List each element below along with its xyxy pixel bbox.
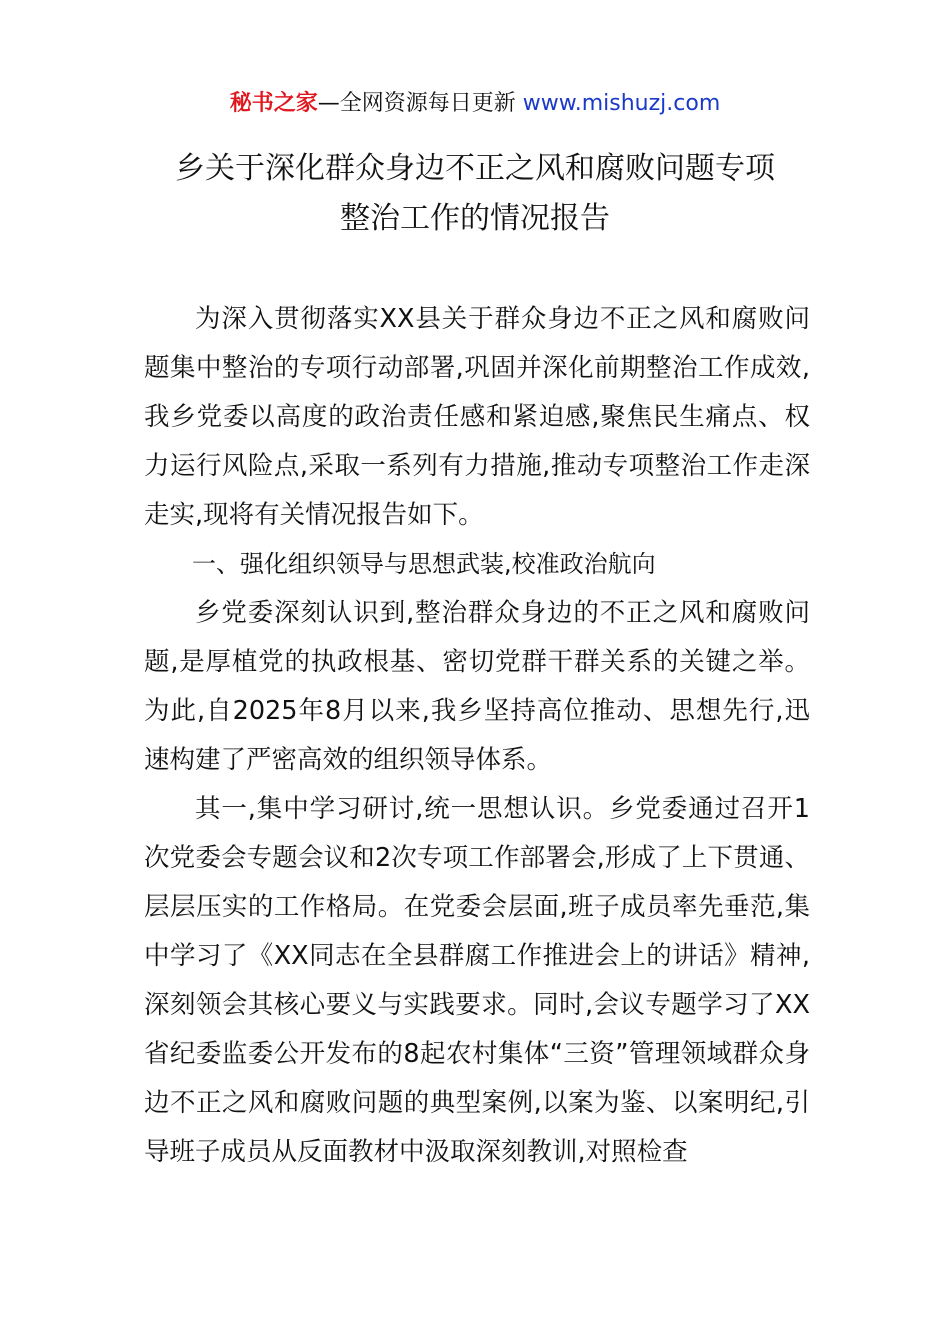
header-tagline: —全网资源每日更新 <box>317 91 523 116</box>
document-body <box>144 295 810 1177</box>
title-line-2: 整治工作的情况报告 <box>340 201 610 236</box>
title-line-1: 乡关于深化群众身边不正之风和腐败问题专项 <box>175 151 775 186</box>
brand-name: 秘书之家 <box>229 91 318 116</box>
body-paragraph: 乡党委深刻认识到,整治群众身边的不正之风和腐败问题,是厚植党的执政根基、密切党群干群关系的关键之举。为此,自2025年8月以来,我乡坚持高位推动、思想先行,迅速构建了严密高效的组织领导体系。 <box>144 598 810 775</box>
site-header <box>0 88 950 120</box>
intro-paragraph: 为深入贯彻落实XX县关于群众身边不正之风和腐败问题集中整治的专项行动部署,巩固并深化前期整治工作成效,我乡党委以高度的政治责任感和紧迫感,聚焦民生痛点、权力运行风险点,采取一系列有力措施,推动专项整治工作走深走实,现将有关情况报告如下。 <box>144 304 810 530</box>
document-title <box>140 144 810 244</box>
section-heading: 一、强化组织领导与思想武装,校准政治航向 <box>192 550 656 578</box>
site-url-link[interactable]: www.mishuzj.com <box>522 91 721 116</box>
body-paragraph: 其一,集中学习研讨,统一思想认识。乡党委通过召开1次党委会专题会议和2次专项工作部署会,形成了上下贯通、层层压实的工作格局。在党委会层面,班子成员率先垂范,集中学习了《XX同志在全县群腐工作推进会上的讲话》精神,深刻领会其核心要义与实践要求。同时,会议专题学习了XX省纪委监委公开发布的8起农村集体“三资”管理领域群众身边不正之风和腐败问题的典型案例,以案为鉴、以案明纪,引导班子成员从反面教材中汲取深刻教训,对照检查 <box>144 794 810 1167</box>
